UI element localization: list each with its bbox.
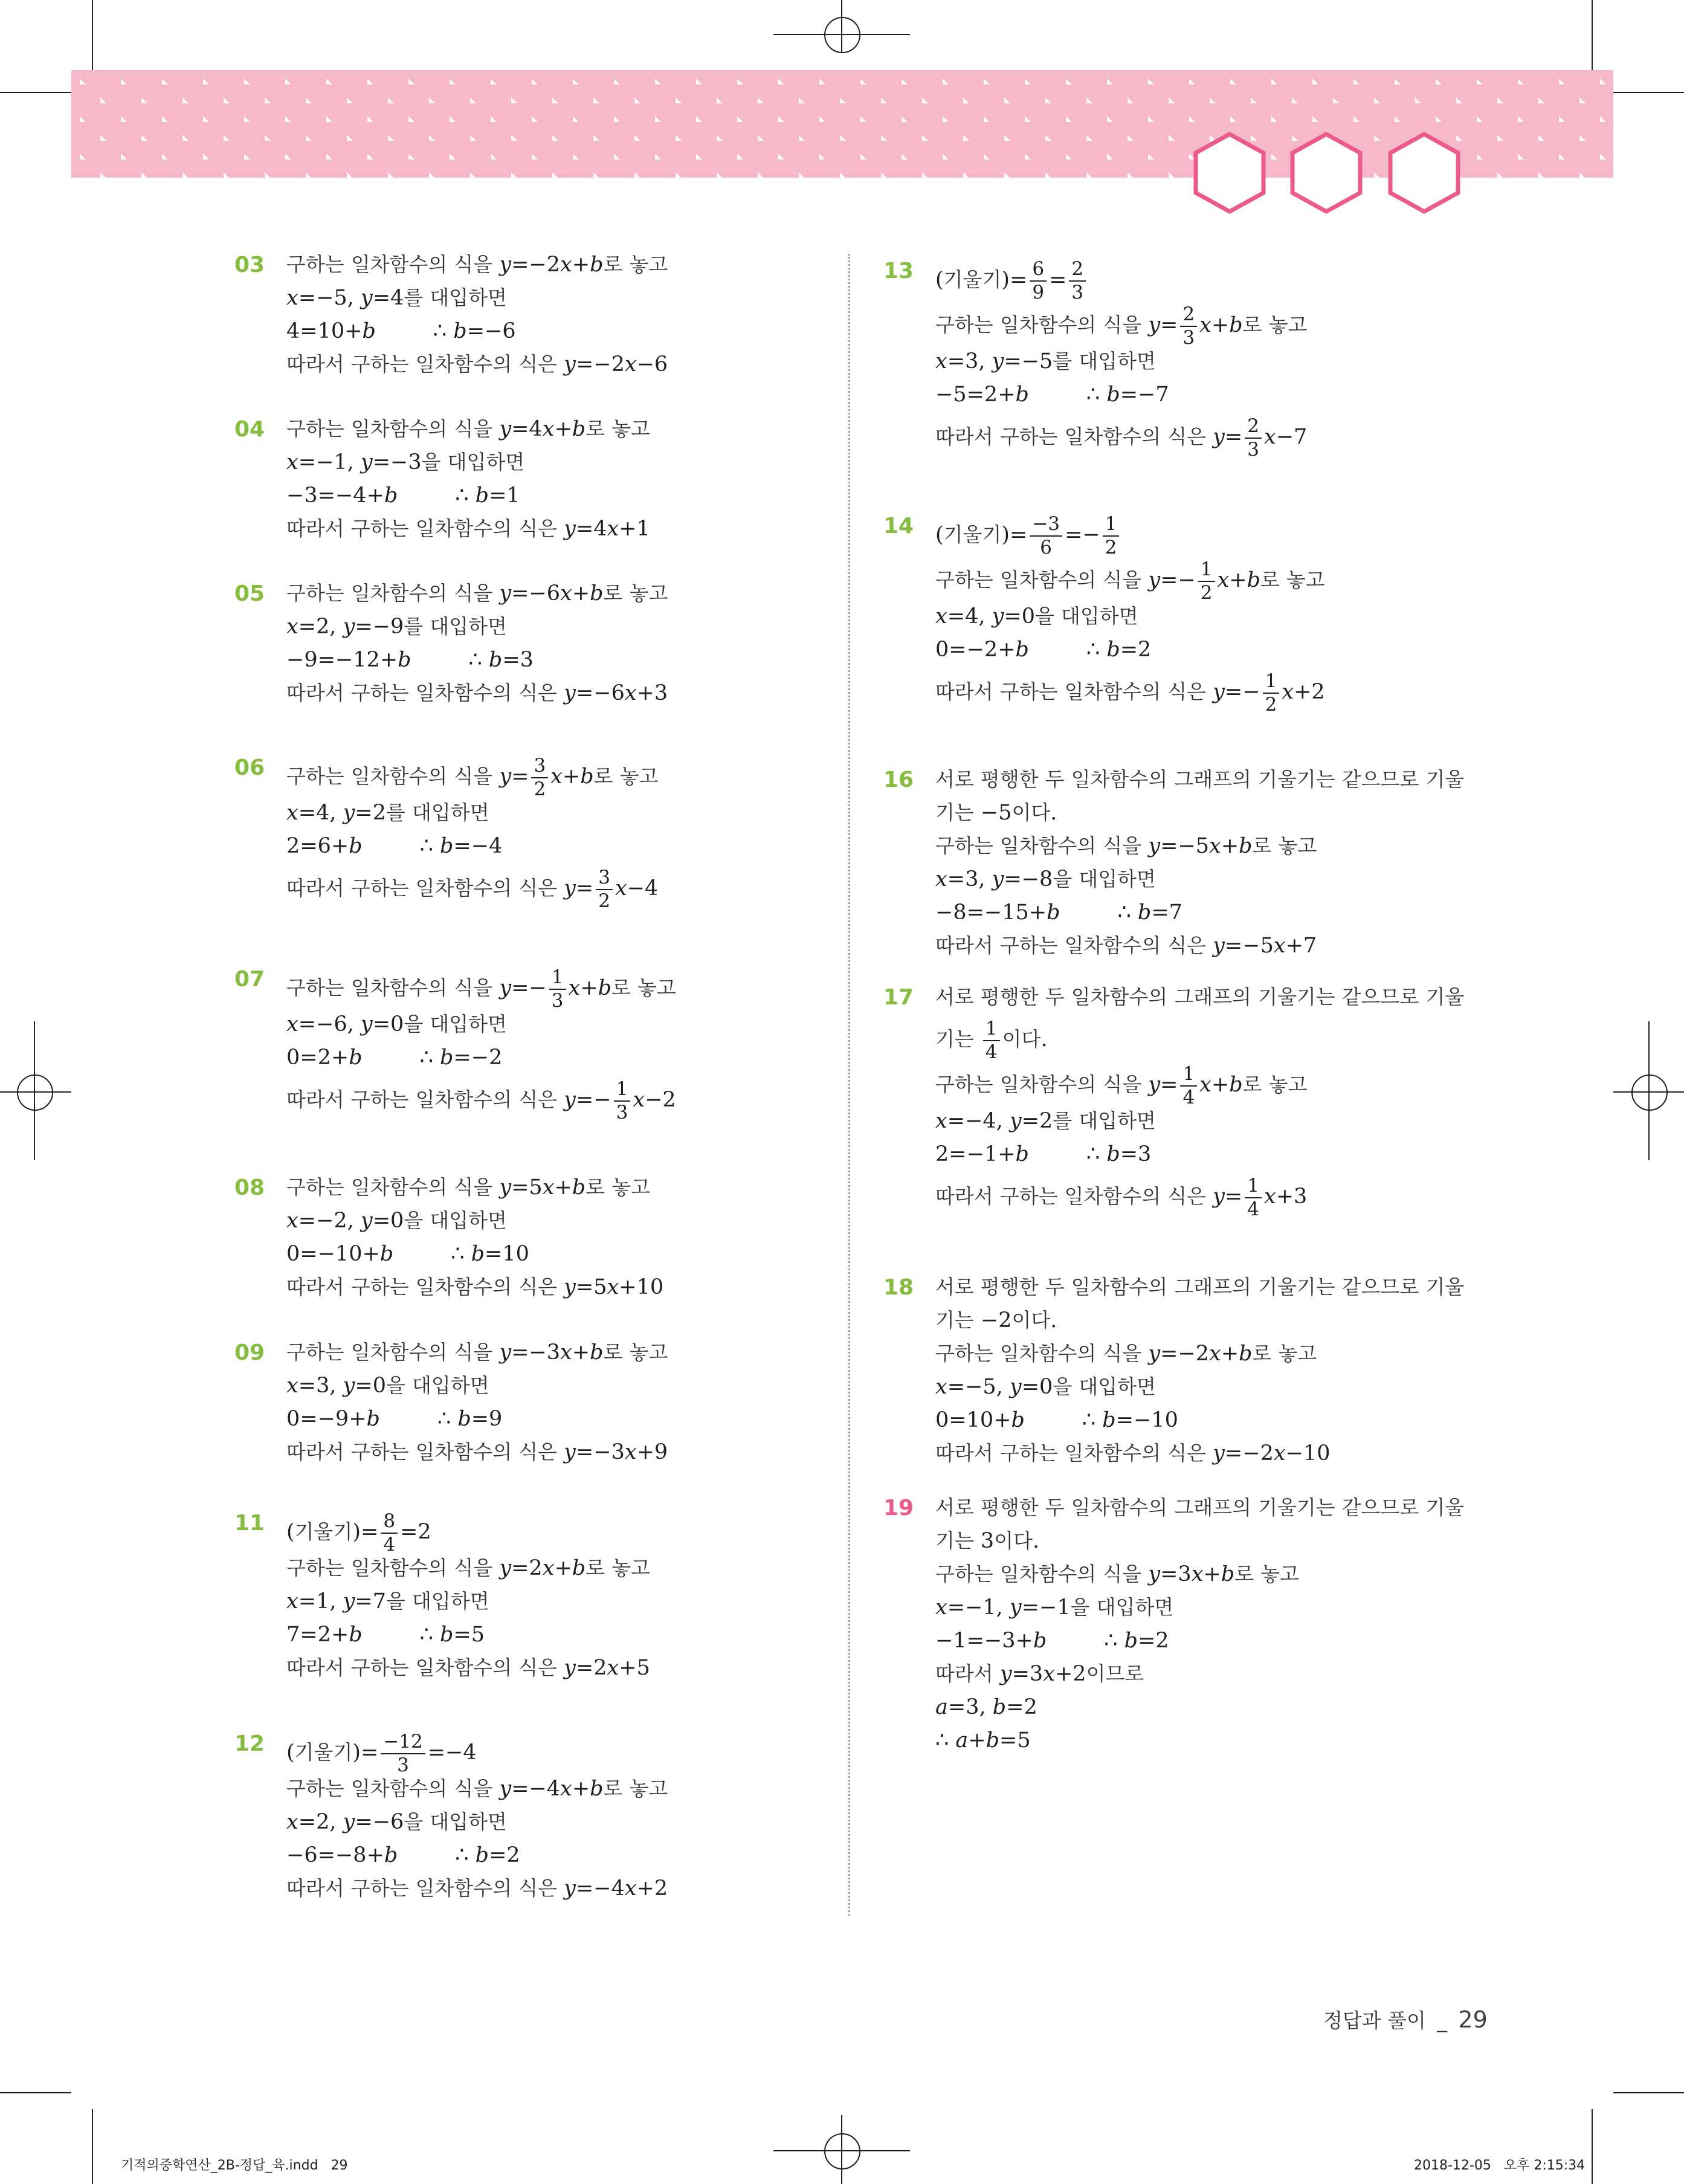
- solution-line: 0=10+b ∴ b=−10: [935, 1408, 1178, 1432]
- solution-line: 0=2+b ∴ b=−2: [286, 1045, 503, 1070]
- solution-line: 서로 평행한 두 일차함수의 그래프의 기울기는 같으므로 기울: [935, 1496, 1465, 1519]
- solution-line: 기는 3이다.: [935, 1529, 1040, 1553]
- page-label: 정답과 풀이: [1323, 2009, 1426, 2032]
- solution-line: x=−6, y=0을 대입하면: [286, 1012, 507, 1036]
- band-pattern: [71, 70, 1613, 178]
- solution-body: [286, 1731, 842, 1910]
- solution-line: 서로 평행한 두 일차함수의 그래프의 기울기는 같으므로 기울: [935, 767, 1465, 791]
- solution-line: 구하는 일차함수의 식을 y= $\frac{2}{3}$ x+b로 놓고: [935, 303, 1308, 349]
- solution-line: 기는 −2이다.: [935, 1308, 1057, 1333]
- solution-body: [935, 514, 1491, 716]
- hexagon-shape: [1387, 132, 1461, 214]
- solution-line: 기는 −5이다.: [935, 801, 1057, 825]
- solution-body: [286, 1511, 842, 1689]
- problem-number: 09: [234, 1340, 265, 1365]
- registration-circle: [824, 2133, 860, 2169]
- solution-body: [935, 1496, 1491, 1762]
- fraction: $\frac{3}{2}$: [531, 757, 548, 799]
- solution-body: [286, 967, 842, 1124]
- solution-line: x=4, y=2를 대입하면: [286, 801, 489, 825]
- solution-line: 구하는 일차함수의 식을 y=3x+b로 놓고: [935, 1562, 1300, 1586]
- solution-line: x=−4, y=2를 대입하면: [935, 1109, 1156, 1133]
- file-name: 기적의중학연산_2B-정답_육.indd 29: [121, 2158, 348, 2173]
- page-number: 29: [1458, 2006, 1488, 2033]
- solution-line: 따라서 구하는 일차함수의 식은 y= $\frac{1}{4}$ x+3: [935, 1174, 1308, 1220]
- fraction: $\frac{1}{2}$: [1198, 560, 1215, 603]
- problem-number: 18: [883, 1275, 914, 1300]
- problem-number: 08: [234, 1175, 265, 1200]
- solution-line: 0=−2+b ∴ b=2: [935, 638, 1152, 662]
- solution-line: x=−1, y=−3을 대입하면: [286, 450, 525, 474]
- fraction: $\frac{-12}{3}$: [381, 1733, 425, 1775]
- solution-line: 따라서 구하는 일차함수의 식은 y=−3x+9: [286, 1440, 668, 1464]
- act-badge-31: [1387, 132, 1461, 214]
- solution-line: 구하는 일차함수의 식을 y=−6x+b로 놓고: [286, 581, 668, 606]
- solution-line: 따라서 구하는 일차함수의 식은 y=4x+1: [286, 517, 650, 541]
- solution-line: 따라서 y=3x+2이므로: [935, 1662, 1144, 1686]
- solution-line: 구하는 일차함수의 식을 y= $\frac{1}{4}$ x+b로 놓고: [935, 1062, 1308, 1108]
- solution-line: 구하는 일차함수의 식을 y=−5x+b로 놓고: [935, 834, 1317, 858]
- fraction: $\frac{1}{2}$: [1103, 515, 1120, 557]
- solution-line: 구하는 일차함수의 식을 y=− $\frac{1}{3}$ x+b로 놓고: [286, 966, 676, 1012]
- solution-line: x=3, y=−5를 대입하면: [935, 349, 1156, 373]
- solution-line: 0=−9+b ∴ b=9: [286, 1407, 503, 1431]
- problem-number: 13: [883, 259, 914, 283]
- solution-line: x=1, y=7을 대입하면: [286, 1589, 489, 1614]
- fraction: $\frac{1}{4}$: [1180, 1065, 1197, 1107]
- solution-body: [286, 253, 842, 386]
- solution-line: a=3, b=2: [935, 1695, 1037, 1719]
- solution-line: 따라서 구하는 일차함수의 식은 y=−4x+2: [286, 1876, 668, 1901]
- solution-line: 따라서 구하는 일차함수의 식은 y= $\frac{3}{2}$ x−4: [286, 866, 659, 912]
- problem-number: 16: [883, 767, 914, 792]
- solution-line: 따라서 구하는 일차함수의 식은 y=− $\frac{1}{2}$ x+2: [935, 670, 1325, 716]
- solution-line: 따라서 구하는 일차함수의 식은 y=−2x−6: [286, 352, 668, 376]
- solution-line: 4=10+b ∴ b=−6: [286, 319, 516, 343]
- solution-line: x=−5, y=0을 대입하면: [935, 1375, 1156, 1399]
- solution-line: −6=−8+b ∴ b=2: [286, 1843, 520, 1867]
- solution-line: x=2, y=−9를 대입하면: [286, 615, 507, 639]
- solution-line: 따라서 구하는 일차함수의 식은 y=−2x−10: [935, 1441, 1331, 1465]
- solution-line: 서로 평행한 두 일차함수의 그래프의 기울기는 같으므로 기울: [935, 1275, 1465, 1299]
- solution-line: (기울기)= $\frac{6}{9}$ = $\frac{2}{3}$: [935, 259, 1491, 304]
- print-timestamp: 2018-12-05 오후 2:15:34: [1414, 2158, 1586, 2173]
- solution-line: 2=6+b ∴ b=−4: [286, 834, 503, 858]
- solution-line: x=4, y=0을 대입하면: [935, 604, 1138, 628]
- column-divider: [848, 254, 850, 1916]
- solution-line: x=3, y=0을 대입하면: [286, 1374, 489, 1398]
- solution-line: (기울기)= $\frac{-12}{3}$ =−4: [286, 1730, 477, 1776]
- problem-number: 17: [883, 985, 914, 1010]
- solution-line: 따라서 구하는 일차함수의 식은 y=− $\frac{1}{3}$ x−2: [286, 1077, 676, 1123]
- problem-number: 06: [234, 755, 265, 780]
- act-badge-30: [1289, 132, 1363, 214]
- solution-body: [935, 985, 1491, 1221]
- solution-line: 따라서 구하는 일차함수의 식은 y=2x+5: [286, 1656, 650, 1680]
- hexagon-shape: [1193, 132, 1266, 214]
- solution-line: 구하는 일차함수의 식을 y= $\frac{3}{2}$ x+b로 놓고: [286, 754, 659, 800]
- solution-line: (기울기)= $\frac{8}{4}$ =2: [286, 1510, 431, 1556]
- problem-number: 19: [883, 1496, 914, 1520]
- solution-line: 구하는 일차함수의 식을 y=2x+b로 놓고: [286, 1556, 651, 1580]
- solution-line: 2=−1+b ∴ b=3: [935, 1142, 1152, 1166]
- solution-line: −8=−15+b ∴ b=7: [935, 900, 1182, 925]
- problem-number: 03: [234, 253, 265, 277]
- crop-mark: [92, 2109, 93, 2184]
- solution-body: [286, 417, 842, 550]
- problem-number: 04: [234, 417, 265, 442]
- solution-line: 구하는 일차함수의 식을 y=−2x+b로 놓고: [935, 1342, 1317, 1366]
- solution-line: x=−1, y=−1을 대입하면: [935, 1595, 1174, 1620]
- page-separator: _: [1437, 2009, 1447, 2032]
- solution-body: [286, 1175, 842, 1308]
- fraction: $\frac{3}{2}$: [596, 868, 613, 911]
- solution-line: −5=2+b ∴ b=−7: [935, 383, 1169, 407]
- solution-line: 따라서 구하는 일차함수의 식은 y=−5x+7: [935, 934, 1317, 958]
- solution-line: x=2, y=−6을 대입하면: [286, 1810, 507, 1834]
- act-badge-29: [1193, 132, 1266, 214]
- solution-line: ∴ a+b=5: [935, 1728, 1031, 1753]
- solution-line: x=−5, y=4를 대입하면: [286, 286, 507, 310]
- crop-mark: [0, 2092, 71, 2093]
- registration-circle: [1631, 1074, 1668, 1111]
- solution-line: x=−2, y=0을 대입하면: [286, 1209, 507, 1233]
- fraction: $\frac{1}{4}$: [983, 1019, 1000, 1062]
- crop-mark: [0, 92, 71, 93]
- page-footer-label: [1323, 2005, 1488, 2034]
- hexagon-shape: [1289, 132, 1363, 214]
- solution-line: 따라서 구하는 일차함수의 식은 y=5x+10: [286, 1275, 664, 1299]
- solution-body: [935, 1275, 1491, 1475]
- fraction: $\frac{2}{3}$: [1069, 260, 1086, 302]
- fraction: $\frac{1}{3}$: [549, 968, 566, 1010]
- solution-body: [935, 259, 1491, 461]
- solution-body: [935, 767, 1491, 967]
- solution-body: [286, 581, 842, 714]
- crop-mark: [1592, 2109, 1593, 2184]
- fraction: $\frac{2}{3}$: [1180, 305, 1197, 347]
- solution-line: 기는 $\frac{1}{4}$ 이다.: [935, 1017, 1048, 1063]
- header-band: [71, 70, 1613, 178]
- problem-number: 12: [234, 1731, 265, 1756]
- solution-line: (기울기)= $\frac{-3}{6}$ =− $\frac{1}{2}$: [935, 514, 1491, 559]
- fraction: $\frac{1}{3}$: [614, 1080, 631, 1122]
- solution-body: [286, 1340, 842, 1473]
- solution-line: 구하는 일차함수의 식을 y=−4x+b로 놓고: [286, 1777, 668, 1801]
- registration-circle: [17, 1074, 53, 1111]
- solution-line: 구하는 일차함수의 식을 y=− $\frac{1}{2}$ x+b로 놓고: [935, 558, 1325, 604]
- crop-mark: [1613, 92, 1684, 93]
- problem-number: 05: [234, 581, 265, 606]
- solution-line: −3=−4+b ∴ b=1: [286, 483, 520, 508]
- fraction: $\frac{2}{3}$: [1245, 417, 1262, 459]
- fraction: $\frac{8}{4}$: [381, 1512, 398, 1554]
- solution-line: 0=−10+b ∴ b=10: [286, 1242, 529, 1266]
- problem-number: 11: [234, 1511, 265, 1536]
- solution-line: 구하는 일차함수의 식을 y=4x+b로 놓고: [286, 417, 651, 441]
- solution-line: 7=2+b ∴ b=5: [286, 1623, 485, 1647]
- problem-number: 07: [234, 967, 265, 992]
- solution-body: [286, 755, 842, 913]
- registration-circle: [824, 17, 860, 53]
- solution-line: 따라서 구하는 일차함수의 식은 y= $\frac{2}{3}$ x−7: [935, 415, 1308, 460]
- solution-line: −1=−3+b ∴ b=2: [935, 1629, 1169, 1653]
- fraction: $\frac{-3}{6}$: [1030, 515, 1062, 557]
- crop-mark: [1613, 2092, 1684, 2093]
- solution-line: 서로 평행한 두 일차함수의 그래프의 기울기는 같으므로 기울: [935, 985, 1465, 1009]
- fraction: $\frac{1}{4}$: [1245, 1177, 1262, 1219]
- solution-line: 구하는 일차함수의 식을 y=−3x+b로 놓고: [286, 1340, 668, 1365]
- problem-number: 14: [883, 514, 914, 538]
- fraction: $\frac{1}{2}$: [1263, 672, 1280, 714]
- solution-line: 따라서 구하는 일차함수의 식은 y=−6x+3: [286, 681, 668, 705]
- solution-line: 구하는 일차함수의 식을 y=−2x+b로 놓고: [286, 253, 668, 277]
- fraction: $\frac{6}{9}$: [1030, 260, 1047, 302]
- solution-line: −9=−12+b ∴ b=3: [286, 648, 534, 672]
- solution-line: 구하는 일차함수의 식을 y=5x+b로 놓고: [286, 1175, 651, 1200]
- solution-line: x=3, y=−8을 대입하면: [935, 867, 1156, 891]
